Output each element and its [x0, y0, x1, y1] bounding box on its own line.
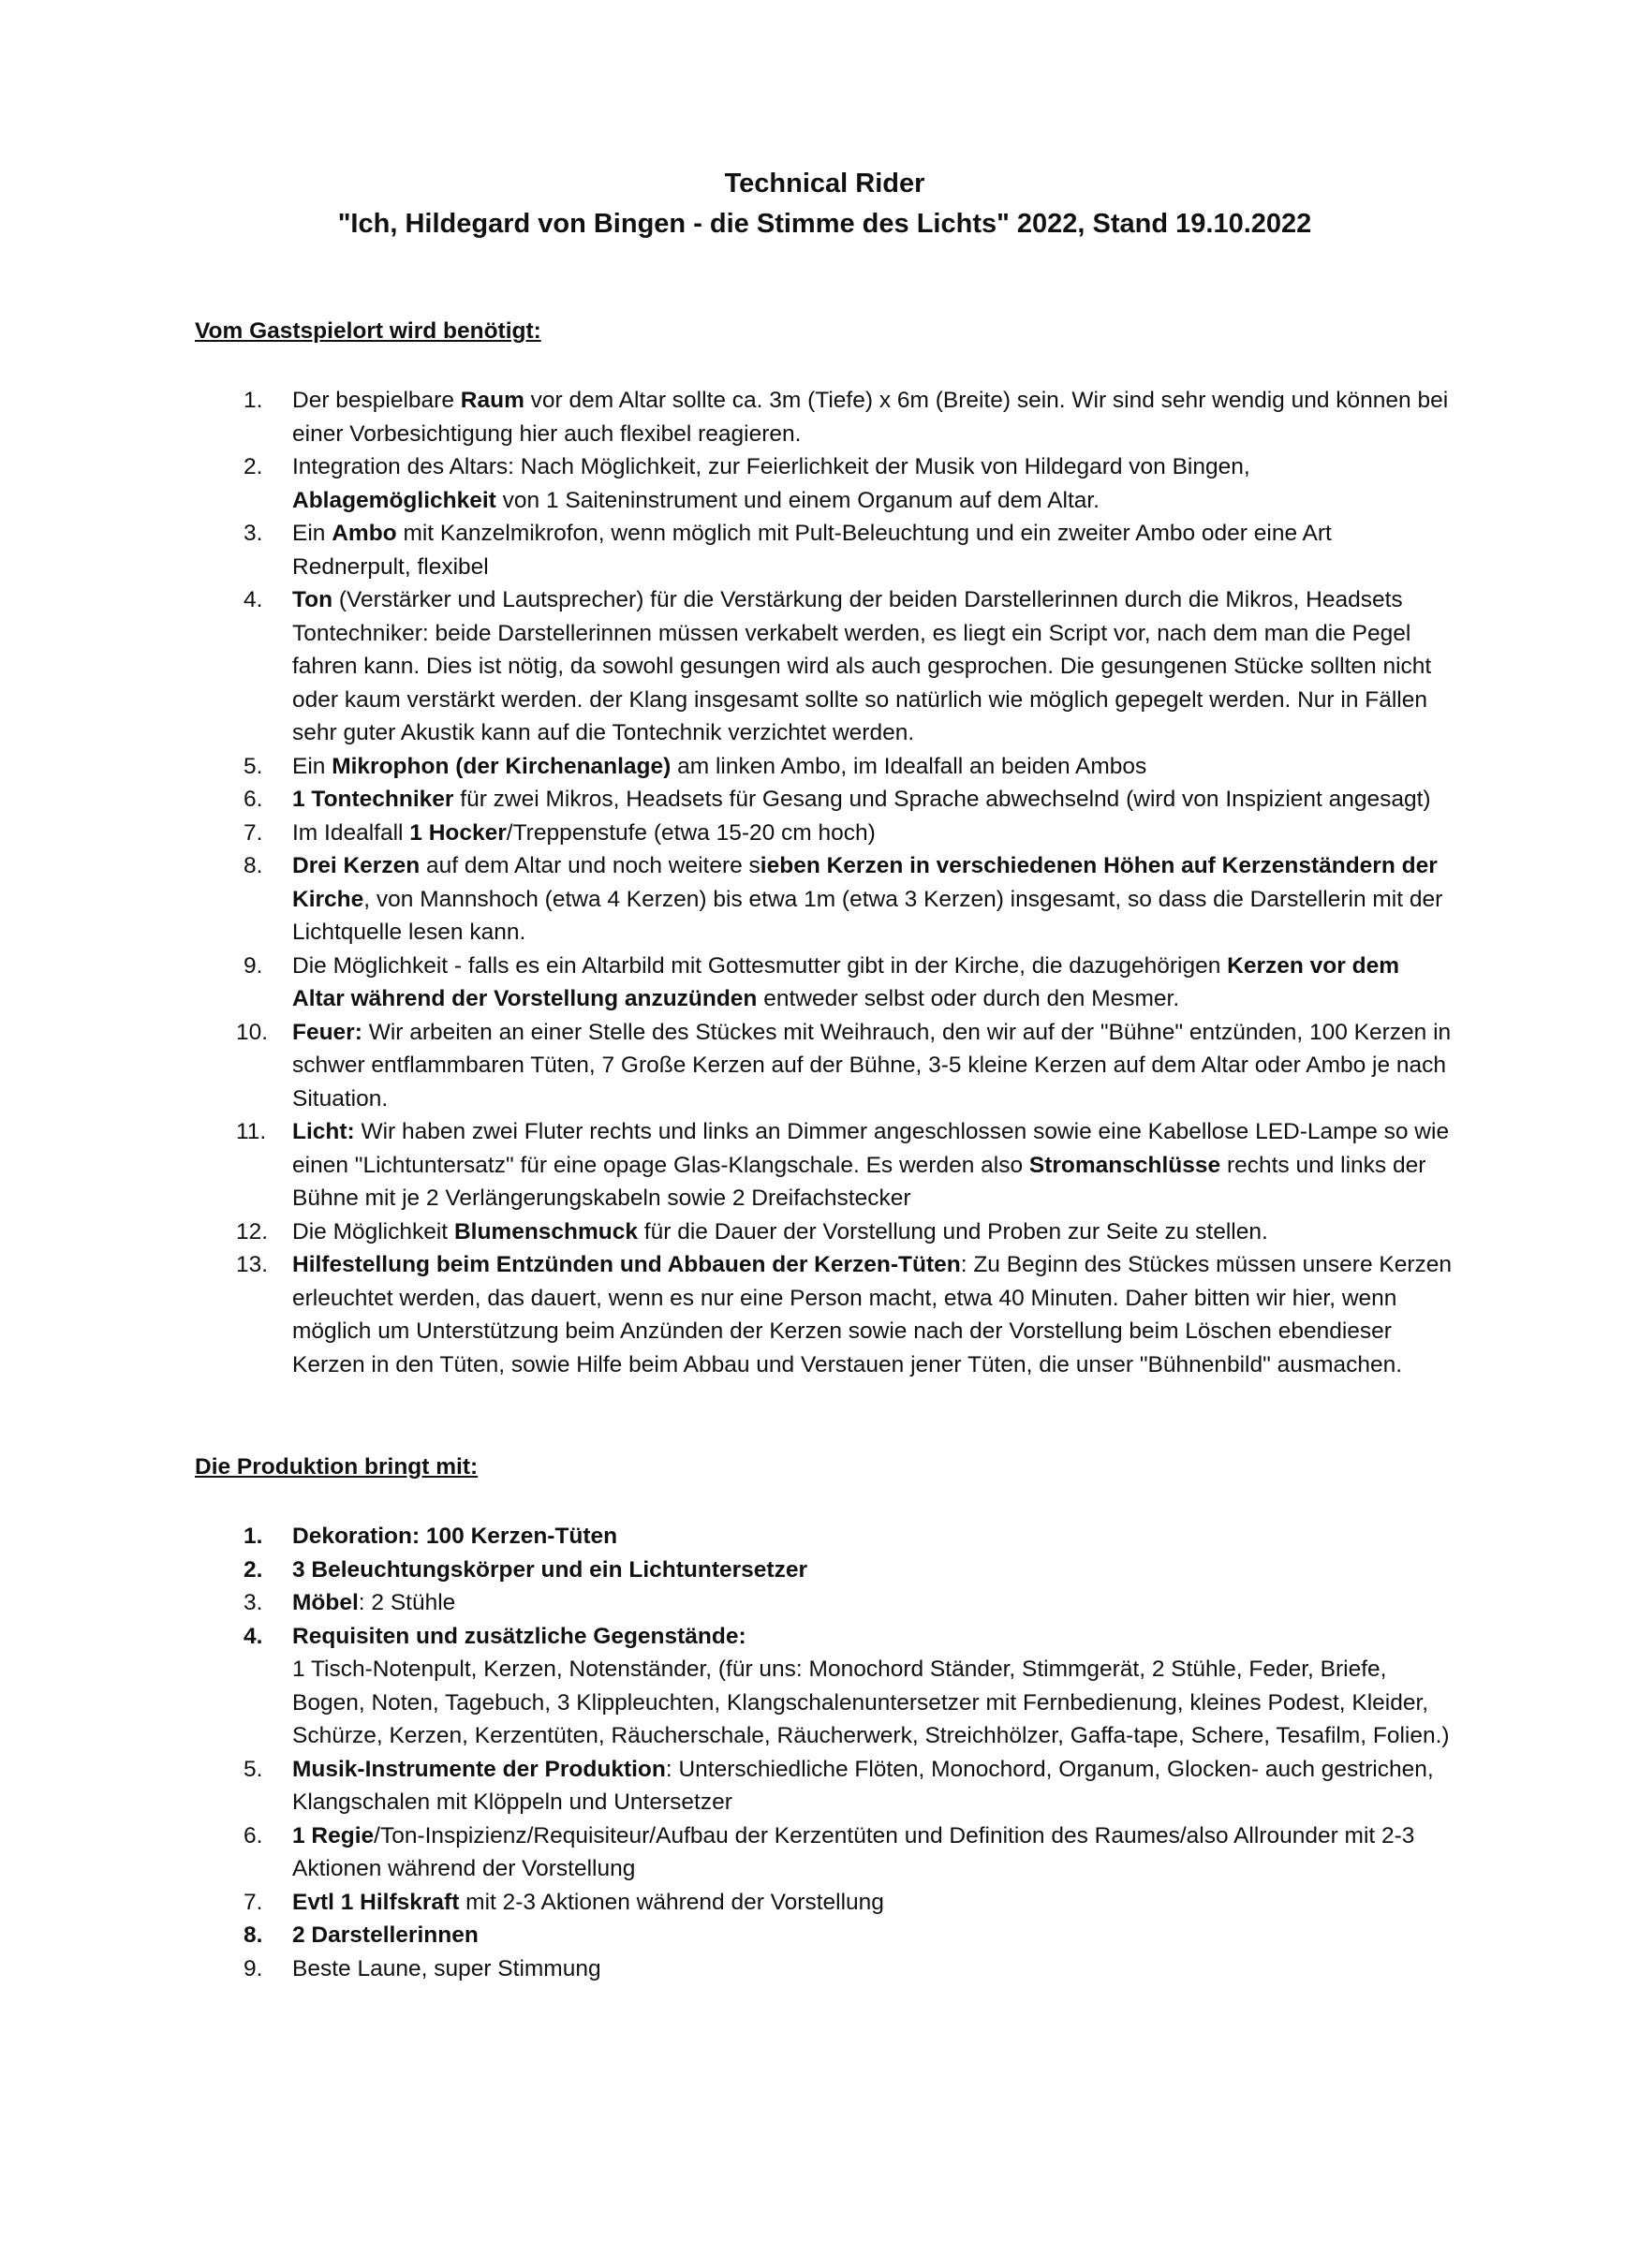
list-item — [195, 1115, 1454, 1215]
list-item-bold-text: Licht: — [292, 1119, 355, 1144]
list-item-text: Ein — [292, 753, 332, 779]
list-item-bold-text: Ton — [292, 587, 333, 612]
list-item-number: 3. — [244, 521, 263, 546]
list-item-number: 4. — [244, 1623, 263, 1649]
section-heading-production-brings: Die Produktion bringt mit: — [195, 1454, 479, 1480]
list-item — [195, 1620, 1454, 1753]
list-item-number: 5. — [244, 753, 263, 779]
list-item-number: 9. — [244, 1955, 263, 1981]
list-item-text: : Unterschiedliche Flöten, Monochord, Organum, Glocken- auch gestrichen, Klangschalen mit Klöppeln und Untersetzer — [292, 1756, 1434, 1815]
list-item-text: am linken Ambo, im Idealfall an beiden Ambos — [671, 753, 1147, 779]
list-item — [195, 517, 1454, 583]
list-item-text: Der bespielbare — [292, 388, 461, 413]
list-item-number: 8. — [244, 1922, 263, 1948]
list-item-text: auf dem Altar und noch weitere s — [420, 853, 760, 878]
list-item-text: Beste Laune, super Stimmung — [292, 1955, 601, 1981]
list-item-bold-text: 3 Beleuchtungskörper und ein Lichtuntersetzer — [292, 1556, 807, 1583]
list-item — [195, 1819, 1454, 1886]
list-item — [195, 384, 1454, 450]
list-item — [195, 1886, 1454, 1920]
list-item-text: , von Mannshoch (etwa 4 Kerzen) bis etwa 1m (etwa 3 Kerzen) insgesamt, so dass die Darstellerin mit der Lichtquelle lesen kann. — [292, 886, 1443, 945]
list-item-text: mit Kanzelmikrofon, wenn möglich mit Pult-Beleuchtung und ein zweiter Ambo oder eine Art Rednerpult, flexibel — [292, 521, 1332, 580]
list-item-number: 5. — [244, 1756, 263, 1782]
list-item — [195, 783, 1454, 817]
list-item-text: Die Möglichkeit — [292, 1218, 454, 1244]
list-item-text: von 1 Saiteninstrument und einem Organum auf dem Altar. — [495, 487, 1100, 513]
list-item-text: Im Idealfall — [292, 819, 410, 846]
list-item-text: mit 2-3 Aktionen während der Vorstellung — [459, 1889, 884, 1915]
list-item — [195, 817, 1454, 850]
list-item-text: : Zu Beginn des Stückes müssen unsere Kerzen erleuchtet werden, das dauert, wenn es nur eine Person macht, etwa 40 Minuten. Daher bitten wir hier, wenn möglich um Unterstützung beim Anzünden der Kerzen sowie nach der Vorstellung beim Löschen ebendieser Kerzen in den Tüten, sowie Hilfe beim Abbau und Verstauen jener Tüten, die unser "Bühnenbild" ausmachen. — [292, 1252, 1453, 1377]
list-item-number: 8. — [244, 853, 263, 878]
list-item-text: Ein — [292, 521, 332, 546]
list-item — [195, 450, 1454, 517]
list-item — [195, 1554, 1454, 1587]
list-item-number: 4. — [244, 587, 263, 612]
title-line-2: "Ich, Hildegard von Bingen - die Stimme des Lichts" 2022, Stand 19.10.2022 — [337, 209, 1312, 239]
list-item — [195, 1952, 1454, 1986]
list-item-number: 6. — [244, 787, 263, 812]
list-item-bold-text: Dekoration: 100 Kerzen-Tüten — [292, 1524, 618, 1549]
list-item-text: /Ton-Inspizienz/Requisiteur/Aufbau der Kerzentüten und Definition des Raumes/also Allrounder mit 2-3 Aktionen während der Vorstellung — [292, 1822, 1415, 1881]
list-item — [195, 1919, 1454, 1952]
list-item-number: 13. — [236, 1252, 269, 1277]
list-item-number: 6. — [244, 1822, 263, 1848]
section-heading-venue-requirements: Vom Gastspielort wird benötigt: — [195, 318, 541, 344]
list-item-bold-text: Stromanschlüsse — [1028, 1152, 1221, 1178]
list-item-number: 2. — [244, 454, 263, 479]
list-item — [195, 1586, 1454, 1620]
list-item-text: Wir arbeiten an einer Stelle des Stückes mit Weihrauch, den wir auf der "Bühne" entzünden, 100 Kerzen in schwer entflammbaren Tüten, 7 Große Kerzen auf der Bühne, 3-5 kleine Kerzen auf dem Altar oder Ambo je nach Situation. — [292, 1019, 1452, 1112]
list-item — [195, 849, 1454, 950]
list-item-bold-text: Kerzen vor dem Altar während der Vorstellung anzuzünden — [292, 952, 1399, 1011]
list-item-bold-text: Requisiten und zusätzliche Gegenstände: — [292, 1623, 746, 1649]
document-page — [195, 164, 1454, 1985]
list-item-text: rechts und links der Bühne mit je 2 Verlängerungskabeln sowie 2 Dreifachstecker — [292, 1152, 1426, 1211]
list-item-number: 12. — [236, 1218, 269, 1244]
list-item-number: 2. — [244, 1556, 263, 1583]
list-item-number: 9. — [244, 952, 263, 979]
list-item-bold-text: Hilfestellung beim Entzünden und Abbauen der Kerzen-Tüten — [292, 1252, 961, 1277]
list-item-bold-text: 1 Hocker — [409, 819, 507, 846]
list-item-number: 3. — [244, 1590, 263, 1615]
list-item — [195, 1753, 1454, 1819]
list-item-text: vor dem Altar sollte ca. 3m (Tiefe) x 6m (Breite) sein. Wir sind sehr wendig und können bei einer Vorbesichtigung hier auch flexibel reagieren. — [292, 388, 1449, 447]
list-item-text: (Verstärker und Lautsprecher) für die Verstärkung der beiden Darstellerinnen durch die Mikros, Headsets Tontechniker: beide Darstellerinnen müssen verkabelt werden, es liegt ein Script vor, nach dem man die Pegel fahren kann. Dies ist nötig, da sowohl gesungen wird als auch gesprochen. Die gesungenen Stücke sollten nicht oder kaum verstärkt werden. der Klang insgesamt sollte so natürlich wie möglich gepegelt werden. Nur in Fällen sehr guter Akustik kann auf die Tontechnik verzichtet werden. — [292, 587, 1432, 745]
list-item-bold-text: Raum — [460, 388, 524, 413]
list-item — [195, 583, 1454, 750]
list-item — [195, 950, 1454, 1016]
document-title — [195, 164, 1454, 244]
list-item-bold-text: Mikrophon (der Kirchenanlage) — [332, 753, 672, 779]
list-item-number: 1. — [244, 1524, 263, 1549]
list-item-bold-text: 1 Tontechniker — [292, 787, 454, 812]
title-line-1: Technical Rider — [724, 169, 925, 199]
list-item-number: 10. — [236, 1019, 269, 1045]
list-item-bold-text: 1 Regie — [292, 1822, 375, 1848]
list-item-number: 7. — [244, 819, 263, 846]
list-item-text: /Treppenstufe (etwa 15-20 cm hoch) — [506, 819, 876, 846]
list-item — [195, 1248, 1454, 1381]
list-item-bold-text: Ambo — [332, 521, 397, 546]
list-item-text: Die Möglichkeit - falls es ein Altarbild mit Gottesmutter gibt in der Kirche, die dazugehörigen — [292, 952, 1228, 979]
list-item — [195, 1016, 1454, 1116]
list-item-bold-text: Blumenschmuck — [453, 1218, 638, 1244]
list-item-bold-text: Ablagemöglichkeit — [292, 487, 496, 513]
list-item-bold-text: Feuer: — [292, 1019, 362, 1045]
list-item-bold-text: Drei Kerzen — [292, 853, 421, 878]
list-item-text: 1 Tisch-Notenpult, Kerzen, Notenständer, (für uns: Monochord Ständer, Stimmgerät, 2 Stühle, Feder, Briefe, Bogen, Noten, Tagebuch, 3 Klippleuchten, Klangschalenuntersetzer mit Fernbedienung, kleines Podest, Kleider, Schürze, Kerzen, Kerzentüten, Räucherschale, Räucherwerk, Streichhölzer, Gaffa-tape, Schere, Tesafilm, Folien.) — [292, 1657, 1450, 1748]
list-item — [195, 750, 1454, 784]
list-item-text: Integration des Altars: Nach Möglichkeit, zur Feierlichkeit der Musik von Hildegard von Bingen, — [292, 454, 1250, 479]
production-brings-list — [195, 1520, 1454, 1985]
list-item — [195, 1520, 1454, 1554]
list-item-text: entweder selbst oder durch den Mesmer. — [757, 986, 1180, 1011]
list-item-bold-text: 2 Darstellerinnen — [292, 1922, 479, 1948]
list-item — [195, 1215, 1454, 1249]
list-item-text: für die Dauer der Vorstellung und Proben zur Seite zu stellen. — [638, 1218, 1268, 1244]
list-item-number: 7. — [244, 1889, 263, 1915]
list-item-text: : 2 Stühle — [358, 1590, 456, 1615]
list-item-number: 1. — [244, 388, 263, 413]
list-item-bold-text: ieben Kerzen in verschiedenen Höhen auf Kerzenständern der Kirche — [292, 853, 1438, 912]
list-item-bold-text: Evtl 1 Hilfskraft — [292, 1889, 460, 1915]
venue-requirements-list — [195, 384, 1454, 1381]
list-item-bold-text: Musik-Instrumente der Produktion — [292, 1756, 666, 1782]
list-item-text: für zwei Mikros, Headsets für Gesang und Sprache abwechselnd (wird von Inspizient angesagt) — [453, 787, 1431, 812]
list-item-bold-text: Möbel — [292, 1590, 359, 1615]
list-item-text: Wir haben zwei Fluter rechts und links an Dimmer angeschlossen sowie eine Kabellose LED-Lampe so wie einen "Lichtuntersatz" für eine opage Glas-Klangschale. Es werden also — [292, 1119, 1450, 1178]
list-item-number: 11. — [236, 1119, 267, 1144]
